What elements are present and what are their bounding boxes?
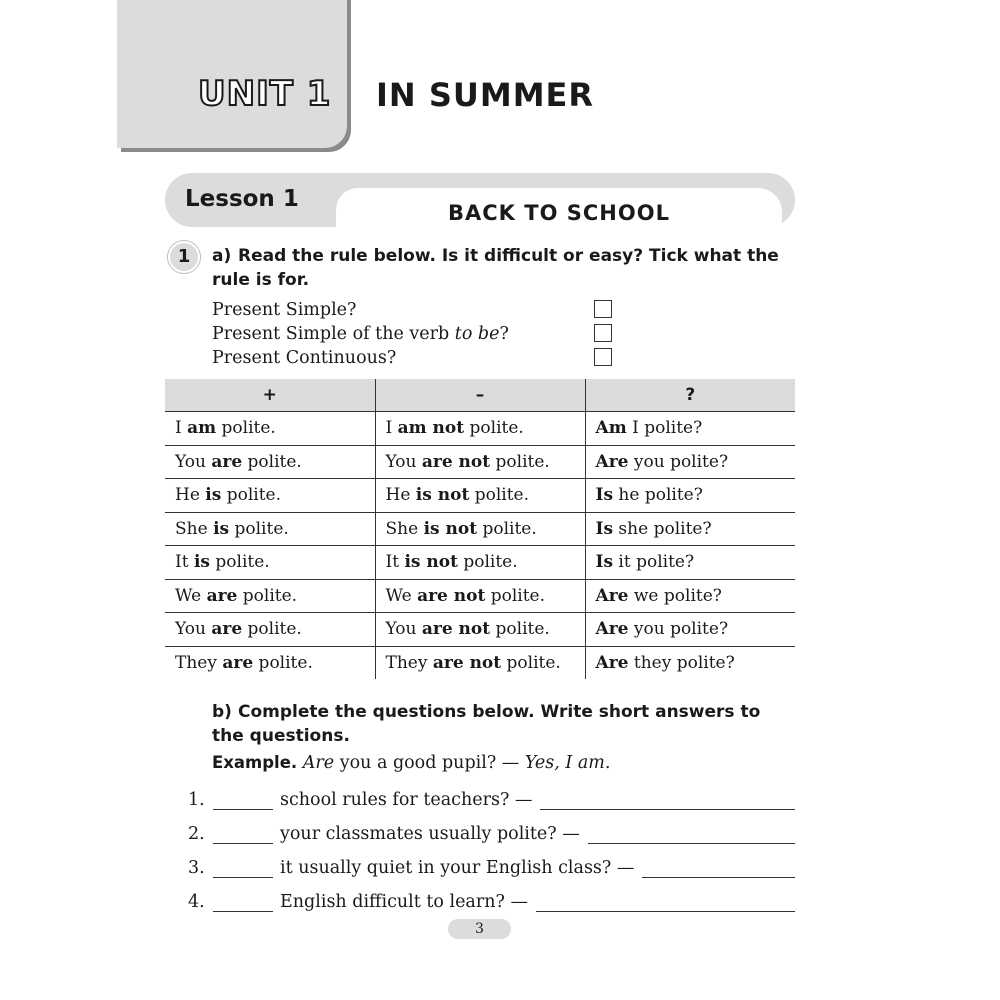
answer-line[interactable] [536,893,795,912]
cell-text: It [385,552,405,573]
cell-affirmative [165,445,375,479]
example-line [212,753,610,773]
option-present-simple [212,298,356,322]
unit-title: IN SUMMER [376,76,595,114]
cell-text-end: polite. [242,619,302,640]
cell-negative [375,412,585,446]
cell-text: He [385,485,416,506]
cell-text-end: polite. [490,451,550,472]
cell-text-end: he polite? [613,485,703,506]
header-affirmative: + [165,379,375,412]
cell-verb: Are [595,451,629,472]
cell-text-end: polite. [490,619,550,640]
cell-affirmative [165,479,375,513]
cell-negative [375,613,585,647]
cell-text-end: it polite? [613,552,695,573]
cell-text-end: polite. [237,585,298,606]
question-text: it usually quiet in your English class? — [280,858,635,878]
question-4 [188,886,798,912]
option-text-end: ? [499,324,509,344]
cell-verb: are [211,619,243,640]
cell-question [585,546,795,580]
cell-text-end: polite. [221,485,282,506]
cell-verb: are [206,585,238,606]
option-checkbox-2[interactable] [594,324,612,342]
cell-question [585,479,795,513]
cell-text: He [175,485,206,506]
cell-negative [375,512,585,546]
cell-verb: is [205,485,222,506]
table-row [165,445,795,479]
cell-verb: am [187,418,217,439]
example-lead: Example. [212,753,298,772]
option-text: Present Simple of the verb [212,324,455,344]
cell-question [585,445,795,479]
exercise-number: 1 [168,241,200,273]
part-b-text: Complete the questions below. Write short answers to the questions. [212,702,761,746]
unit-label: UNIT 1 [198,74,332,114]
cell-text: They [175,652,223,673]
cell-verb: Is [595,552,614,573]
cell-affirmative [165,512,375,546]
cell-text-end: polite. [477,518,537,539]
question-3 [188,852,798,878]
cell-verb: is [213,518,230,539]
cell-negative [375,579,585,613]
question-blank[interactable] [213,893,273,912]
cell-text-end: polite. [242,451,302,472]
cell-text: You [385,451,422,472]
answer-line[interactable] [588,825,795,844]
lesson-title: BACK TO SCHOOL [448,201,670,225]
cell-verb: are not [421,451,491,472]
part-a-text: Read the rule below. Is it difficult or easy? Tick what the rule is for. [212,246,779,290]
answer-line[interactable] [540,791,795,810]
cell-verb: are not [421,619,491,640]
option-italic-text: to be [454,324,500,344]
option-text: Present Continuous? [212,348,397,368]
cell-text-end: we polite? [628,585,722,606]
question-blank[interactable] [213,825,273,844]
cell-question [585,613,795,647]
table-row [165,512,795,546]
cell-verb: am not [397,418,465,439]
cell-verb: is [193,552,210,573]
cell-verb: Are [595,652,629,673]
cell-verb: is not [423,518,478,539]
question-number: 3. [188,858,205,878]
cell-affirmative [165,546,375,580]
table-row [165,579,795,613]
cell-text-end: she polite? [613,518,712,539]
cell-negative [375,445,585,479]
cell-text: They [385,652,433,673]
cell-text-end: polite. [253,652,313,673]
cell-text-end: polite. [229,518,289,539]
cell-text: We [175,585,207,606]
cell-text: You [385,619,422,640]
cell-affirmative [165,646,375,679]
option-present-simple-to-be [212,322,509,346]
cell-verb: are [222,652,254,673]
cell-text-end: polite. [216,418,276,439]
example-answer: Yes, I am. [524,753,611,773]
table-row [165,479,795,513]
cell-verb: are not [432,652,502,673]
question-blank[interactable] [213,859,273,878]
option-present-continuous [212,346,396,370]
cell-verb: is not [404,552,458,573]
page-number: 3 [448,919,511,939]
cell-text-end: polite. [457,552,518,573]
cell-text: I [385,418,398,439]
cell-text-end: you polite? [628,619,729,640]
cell-affirmative [165,412,375,446]
part-a-instruction [212,244,797,292]
cell-affirmative [165,613,375,647]
cell-verb: Is [595,485,614,506]
cell-text: You [175,451,212,472]
cell-text-end: you polite? [628,451,729,472]
table-header-row [165,379,795,412]
cell-question [585,646,795,679]
grammar-table [165,379,795,679]
header-negative: – [375,379,585,412]
question-text: English difficult to learn? — [280,892,528,912]
question-text: school rules for teachers? — [280,790,533,810]
cell-verb: Are [595,585,629,606]
cell-question [585,512,795,546]
cell-text-end: polite. [501,652,561,673]
cell-text: She [175,518,214,539]
example-verb: Are [302,753,335,773]
cell-question [585,412,795,446]
part-a-tag: a) [212,246,232,266]
cell-verb: Are [595,619,629,640]
cell-text-end: polite. [469,485,529,506]
cell-negative [375,546,585,580]
cell-verb: are not [417,585,486,606]
option-checkbox-3[interactable] [594,348,612,366]
cell-text: It [175,552,194,573]
cell-text-end: I polite? [626,418,703,439]
lesson-label: Lesson 1 [185,186,299,212]
table-row [165,412,795,446]
question-number: 4. [188,892,205,912]
table-body [165,412,795,680]
cell-question [585,579,795,613]
cell-text-end: polite. [485,585,546,606]
cell-text: She [385,518,424,539]
cell-negative [375,646,585,679]
example-question: you a good pupil? — [334,753,525,773]
answer-line[interactable] [642,859,795,878]
cell-verb: are [211,451,243,472]
cell-text: You [175,619,212,640]
cell-text: I [175,418,188,439]
question-2 [188,818,798,844]
cell-text-end: polite. [209,552,270,573]
cell-affirmative [165,579,375,613]
option-checkbox-1[interactable] [594,300,612,318]
cell-text-end: they polite? [628,652,735,673]
cell-verb: Is [595,518,614,539]
header-question: ? [585,379,795,412]
cell-text: We [385,585,418,606]
option-text: Present Simple? [212,300,357,320]
cell-verb: Am [595,418,627,439]
cell-negative [375,479,585,513]
cell-text-end: polite. [464,418,524,439]
table-row [165,646,795,679]
part-b-tag: b) [212,702,232,722]
cell-verb: is not [415,485,470,506]
question-number: 1. [188,790,205,810]
part-b-instruction [212,700,797,748]
table-row [165,546,795,580]
question-number: 2. [188,824,205,844]
question-blank[interactable] [213,791,273,810]
table-row [165,613,795,647]
question-1 [188,784,798,810]
question-text: your classmates usually polite? — [280,824,580,844]
